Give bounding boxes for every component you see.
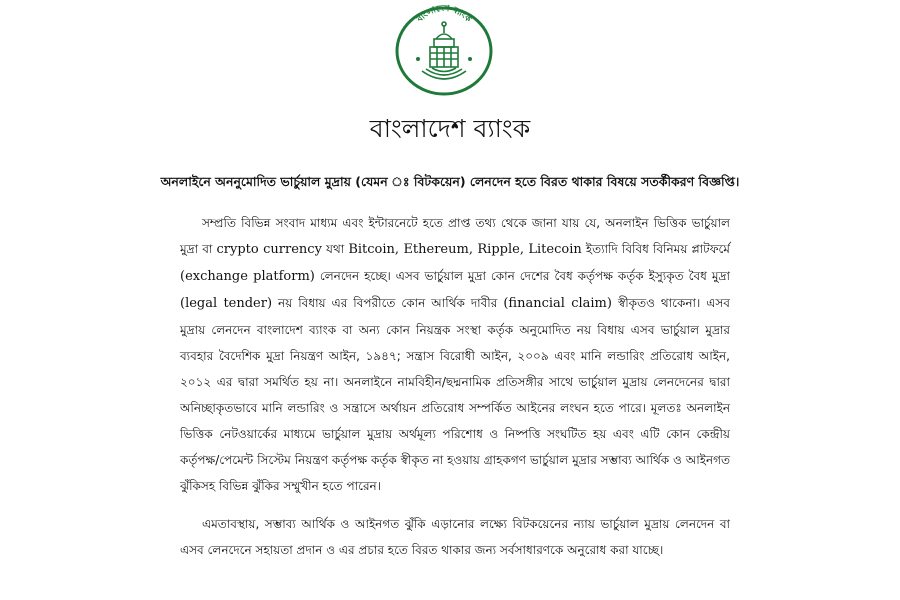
english-term: (legal tender) [180, 296, 273, 311]
seal-text: বাংলাদেশ ব্যাংক [415, 3, 473, 25]
paragraph-text: সম্প্রতি বিভিন্ন সংবাদ মাধ্যম এবং ইন্টারনেটে হতে প্রাপ্ত তথ্য থেকে জানা যায় যে, অনলাইন ভিত্তিক ভার্চুয়াল মুদ্রা বা [180, 216, 730, 256]
paragraph-text: ইত্যাদি বিবিধ বিনিময় প্লাটফর্মে [585, 242, 730, 256]
notice-subject: অনলাইনে অননুমোদিত ভার্চুয়াল মুদ্রায় (যেমন ঃ বিটকয়েন) লেনদেন হতে বিরত থাকার বিষয়ে সতর্কীকরণ বিজ্ঞপ্তি। [160, 174, 740, 189]
english-term: (exchange platform) [180, 269, 315, 284]
paragraph-text: নয় বিধায় এর বিপরীতে কোন আর্থিক দাবীর [278, 296, 498, 310]
page-title: বাংলাদেশ ব্যাংক [369, 114, 531, 143]
english-term: crypto currency [216, 242, 322, 257]
bangladesh-bank-seal-icon [388, 3, 500, 99]
paragraph-text: স্বীকৃতও থাকেনা। এসব মুদ্রায় লেনদেন বাংলাদেশ ব্যাংক বা অন্য কোন নিয়ন্ত্রক সংস্থা কর্তৃক অনুমোদিত নয় বিধায় এসব ভার্চুয়াল মুদ্রার ব্যবহার বৈদেশিক মুদ্রা নিয়ন্ত্রণ আইন, ১৯৪৭; সন্ত্রাস বিরোধী আইন, ২০০৯ এবং মানি লন্ডারিং প্রতিরোধ আইন, ২০১২ এর দ্বারা সমর্থিত হয় না। অনলাইনে নামবিহীন/ছদ্মনামিক প্রতিসঙ্গীর সাথে ভার্চুয়াল মুদ্রায় লেনদেনের দ্বারা অনিচ্ছাকৃতভাবে মানি লন্ডারিং ও সন্ত্রাসে অর্থায়ন প্রতিরোধ সম্পর্কিত আইনের লংঘন হতে পারে। মূলতঃ অনলাইন ভিত্তিক নেটওয়ার্কের মাধ্যমে ভার্চুয়াল মুদ্রায় অর্থমূল্য পরিশোধ ও নিষ্পত্তি সংঘটিত হয় এবং এটি কোন কেন্দ্রীয় কর্তৃপক্ষ/পেমেন্ট সিস্টেম নিয়ন্ত্রণ কর্তৃপক্ষ কর্তৃক স্বীকৃত না হওয়ায় গ্রাহকগণ ভার্চুয়াল মুদ্রার সম্ভাব্য আর্থিক ও আইনগত ঝুঁকিসহ বিভিন্ন ঝুঁকির সম্মুখীন হতে পারেন। [180, 296, 730, 493]
paragraph-text: লেনদেন হচ্ছে। এসব ভার্চুয়াল মুদ্রা কোন দেশের বৈধ কর্তৃপক্ষ কর্তৃক ইস্যুকৃত বৈধ মুদ্রা [319, 269, 730, 283]
notice-paragraph-2: এমতাবস্থায়, সম্ভাব্য আর্থিক ও আইনগত ঝুঁকি এড়ানোর লক্ষ্যে বিটকয়েনের ন্যায় ভার্চুয়াল মুদ্রায় লেনদেন বা এসব লেনদেনে সহায়তা প্রদান ও এর প্রচার হতে বিরত থাকার জন্য সর্বসাধারণকে অনুরোধ করা যাচ্ছে। [180, 517, 730, 557]
english-term: (financial claim) [503, 296, 612, 311]
paragraph-text: যথা [326, 242, 345, 256]
english-term: Bitcoin, Ethereum, Ripple, Litecoin [348, 242, 582, 257]
notice-paragraph-1 [180, 210, 730, 499]
